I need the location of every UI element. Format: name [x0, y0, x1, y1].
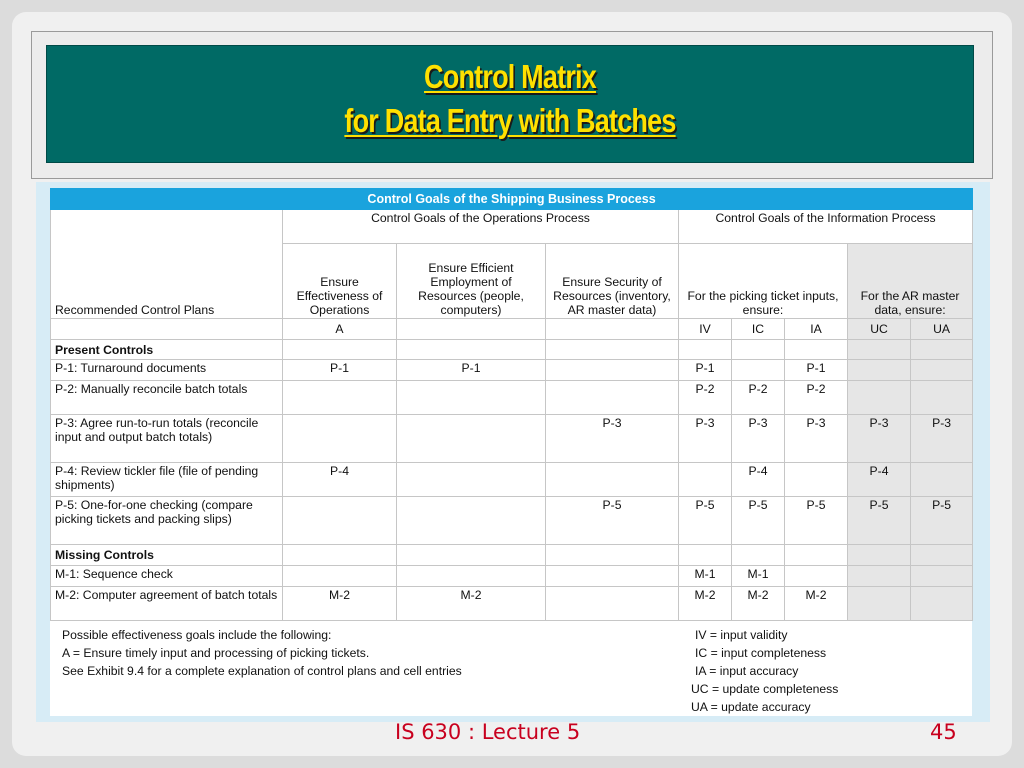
- table-row: [51, 463, 973, 497]
- matrix-cell: [911, 360, 973, 381]
- subheader-ua: UA: [911, 319, 973, 340]
- matrix-cell: [283, 381, 397, 415]
- slide-title-line-1: Control Matrix: [424, 58, 596, 95]
- row-label: M-2: Computer agreement of batch totals: [51, 587, 283, 621]
- efficiency-header: Ensure Efficient Employment of Resources (people, computers): [397, 244, 546, 319]
- matrix-cell: P-1: [283, 360, 397, 381]
- matrix-cell: [785, 566, 848, 587]
- matrix-cell: [911, 463, 973, 497]
- matrix-cell: [283, 566, 397, 587]
- footnote-left-1: Possible effectiveness goals include the following:: [62, 628, 332, 642]
- matrix-cell: [546, 381, 679, 415]
- matrix-cell: [397, 497, 546, 545]
- matrix-cell: P-3: [785, 415, 848, 463]
- page-number: 45: [930, 720, 957, 744]
- course-label: IS 630 : Lecture 5: [395, 720, 581, 744]
- matrix-cell: [732, 360, 785, 381]
- matrix-cell: [679, 463, 732, 497]
- row-label: P-5: One-for-one checking (compare picking tickets and packing slips): [51, 497, 283, 545]
- control-matrix-table: [50, 188, 973, 621]
- matrix-banner: Control Goals of the Shipping Business Process: [51, 189, 973, 210]
- matrix-cell: P-3: [679, 415, 732, 463]
- matrix-cell: P-5: [679, 497, 732, 545]
- title-box: [46, 45, 974, 163]
- matrix-cell: P-2: [679, 381, 732, 415]
- matrix-cell: P-3: [911, 415, 973, 463]
- row-label: P-2: Manually reconcile batch totals: [51, 381, 283, 415]
- legend-ia: IA = input accuracy: [695, 664, 799, 678]
- matrix-cell: [283, 415, 397, 463]
- slide-title-line-2: for Data Entry with Batches: [344, 102, 676, 139]
- operations-goals-header: Control Goals of the Operations Process: [283, 210, 679, 244]
- matrix-cell: M-2: [679, 587, 732, 621]
- subheader-uc: UC: [848, 319, 911, 340]
- subheader-blank: [51, 319, 283, 340]
- control-matrix: [50, 188, 972, 716]
- legend-ic: IC = input completeness: [695, 646, 827, 660]
- matrix-cell: [848, 360, 911, 381]
- matrix-cell: P-5: [848, 497, 911, 545]
- matrix-cell: [397, 415, 546, 463]
- row-label: P-4: Review tickler file (file of pending shipments): [51, 463, 283, 497]
- matrix-cell: P-5: [732, 497, 785, 545]
- matrix-cell: [911, 587, 973, 621]
- section-missing-controls: Missing Controls: [51, 545, 283, 566]
- effectiveness-header: Ensure Effectiveness of Operations: [283, 244, 397, 319]
- row-label: M-1: Sequence check: [51, 566, 283, 587]
- subheader-ic: IC: [732, 319, 785, 340]
- matrix-cell: [911, 381, 973, 415]
- matrix-cell: P-4: [732, 463, 785, 497]
- matrix-cell: [397, 381, 546, 415]
- matrix-cell: P-4: [848, 463, 911, 497]
- matrix-cell: [546, 463, 679, 497]
- matrix-cell: [397, 463, 546, 497]
- matrix-cell: M-1: [679, 566, 732, 587]
- matrix-cell: [911, 566, 973, 587]
- table-row: [51, 566, 973, 587]
- subheader-blank: [546, 319, 679, 340]
- matrix-cell: P-3: [546, 415, 679, 463]
- table-row: [51, 360, 973, 381]
- matrix-cell: [546, 566, 679, 587]
- matrix-cell: [283, 497, 397, 545]
- footnote-left-2: A = Ensure timely input and processing of picking tickets.: [62, 646, 370, 660]
- matrix-cell: [546, 360, 679, 381]
- subheader-blank: [397, 319, 546, 340]
- matrix-cell: P-3: [848, 415, 911, 463]
- table-row: [51, 497, 973, 545]
- matrix-cell: [848, 566, 911, 587]
- matrix-cell: P-3: [732, 415, 785, 463]
- matrix-cell: P-4: [283, 463, 397, 497]
- matrix-cell: [848, 381, 911, 415]
- information-goals-header: Control Goals of the Information Process: [679, 210, 973, 244]
- matrix-cell: P-5: [546, 497, 679, 545]
- matrix-cell: P-2: [732, 381, 785, 415]
- subheader-iv: IV: [679, 319, 732, 340]
- legend-uc: UC = update completeness: [691, 682, 839, 696]
- matrix-cell: P-5: [785, 497, 848, 545]
- section-present-controls: Present Controls: [51, 340, 283, 360]
- matrix-cell: M-2: [397, 587, 546, 621]
- subheader-ia: IA: [785, 319, 848, 340]
- matrix-footnotes: [50, 626, 972, 716]
- matrix-cell: M-2: [785, 587, 848, 621]
- matrix-cell: M-2: [732, 587, 785, 621]
- matrix-cell: [785, 463, 848, 497]
- row-label: P-3: Agree run-to-run totals (reconcile input and output batch totals): [51, 415, 283, 463]
- row-label: P-1: Turnaround documents: [51, 360, 283, 381]
- recommended-control-plans-header: Recommended Control Plans: [51, 210, 283, 319]
- subheader-a: A: [283, 319, 397, 340]
- matrix-cell: [848, 587, 911, 621]
- matrix-cell: [397, 566, 546, 587]
- matrix-cell: P-1: [785, 360, 848, 381]
- legend-iv: IV = input validity: [695, 628, 788, 642]
- ar-master-header: For the AR master data, ensure:: [848, 244, 973, 319]
- matrix-cell: M-2: [283, 587, 397, 621]
- matrix-cell: P-1: [679, 360, 732, 381]
- footnote-left-3: See Exhibit 9.4 for a complete explanation of control plans and cell entries: [62, 664, 462, 678]
- table-row: [51, 587, 973, 621]
- matrix-cell: P-5: [911, 497, 973, 545]
- matrix-cell: P-2: [785, 381, 848, 415]
- picking-ticket-header: For the picking ticket inputs, ensure:: [679, 244, 848, 319]
- legend-ua: UA = update accuracy: [691, 700, 811, 714]
- matrix-cell: [546, 587, 679, 621]
- table-row: [51, 415, 973, 463]
- matrix-cell: P-1: [397, 360, 546, 381]
- security-header: Ensure Security of Resources (inventory, AR master data): [546, 244, 679, 319]
- table-row: [51, 381, 973, 415]
- matrix-cell: M-1: [732, 566, 785, 587]
